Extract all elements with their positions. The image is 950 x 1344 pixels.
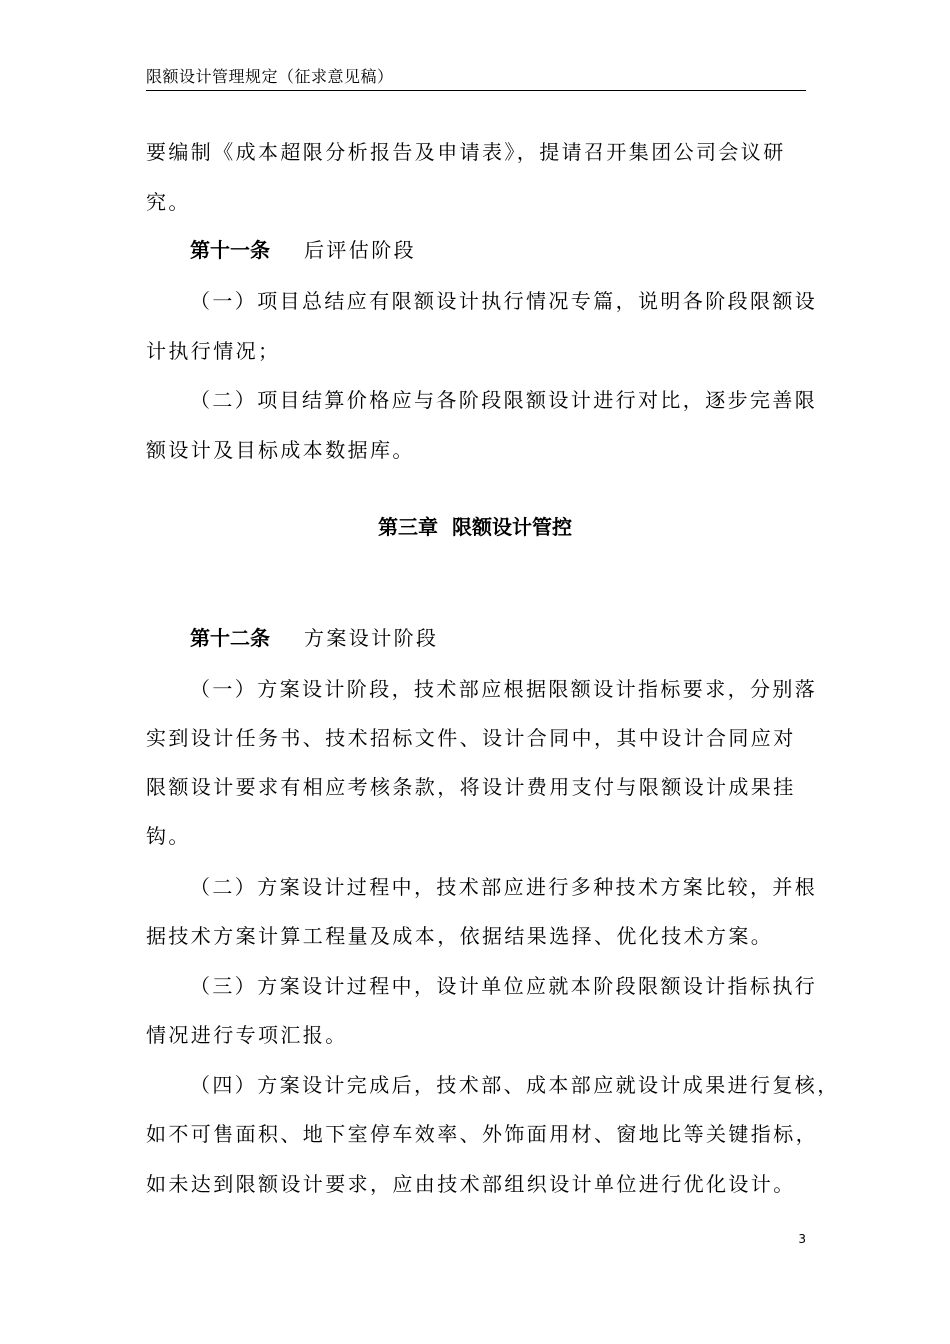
article-11-heading [190, 236, 416, 264]
paragraph-line: （二）项目结算价格应与各阶段限额设计进行对比，逐步完善限 [190, 388, 818, 412]
article-number: 第十二条 [190, 626, 270, 650]
article-name: 方案设计阶段 [304, 626, 439, 650]
paragraph-line: 究。 [146, 190, 191, 214]
paragraph-line: 情况进行专项汇报。 [146, 1023, 348, 1047]
paragraph-line: （四）方案设计完成后，技术部、成本部应就设计成果进行复核， [190, 1073, 840, 1097]
article-name: 后评估阶段 [304, 238, 416, 262]
article-number: 第十一条 [190, 238, 270, 262]
paragraph-line: 要编制《成本超限分析报告及申请表》，提请召开集团公司会议研 [146, 140, 786, 164]
paragraph-line: 如不可售面积、地下室停车效率、外饰面用材、窗地比等关键指标， [146, 1122, 818, 1146]
paragraph-line: （一）方案设计阶段，技术部应根据限额设计指标要求，分别落 [190, 677, 818, 701]
page-number: 3 [798, 1232, 806, 1246]
document-title: 限额设计管理规定（征求意见稿） [146, 67, 394, 86]
paragraph-line: 如未达到限额设计要求，应由技术部组织设计单位进行优化设计。 [146, 1172, 796, 1196]
paragraph-line: （一）项目总结应有限额设计执行情况专篇，说明各阶段限额设 [190, 289, 818, 313]
paragraph-line: 限额设计要求有相应考核条款，将设计费用支付与限额设计成果挂 [146, 775, 796, 799]
paragraph-line: 钩。 [146, 824, 191, 848]
paragraph-line: 计执行情况； [146, 339, 281, 363]
chapter-title: 第三章 限额设计管控 [378, 515, 572, 539]
paragraph-line: 实到设计任务书、技术招标文件、设计合同中，其中设计合同应对 [146, 726, 796, 750]
paragraph-line: （三）方案设计过程中，设计单位应就本阶段限额设计指标执行 [190, 974, 818, 998]
paragraph-line: 据技术方案计算工程量及成本，依据结果选择、优化技术方案。 [146, 924, 774, 948]
paragraph-line: 额设计及目标成本数据库。 [146, 438, 415, 462]
article-12-heading [190, 624, 438, 652]
page-header [146, 66, 806, 91]
paragraph-line: （二）方案设计过程中，技术部应进行多种技术方案比较，并根 [190, 875, 818, 899]
